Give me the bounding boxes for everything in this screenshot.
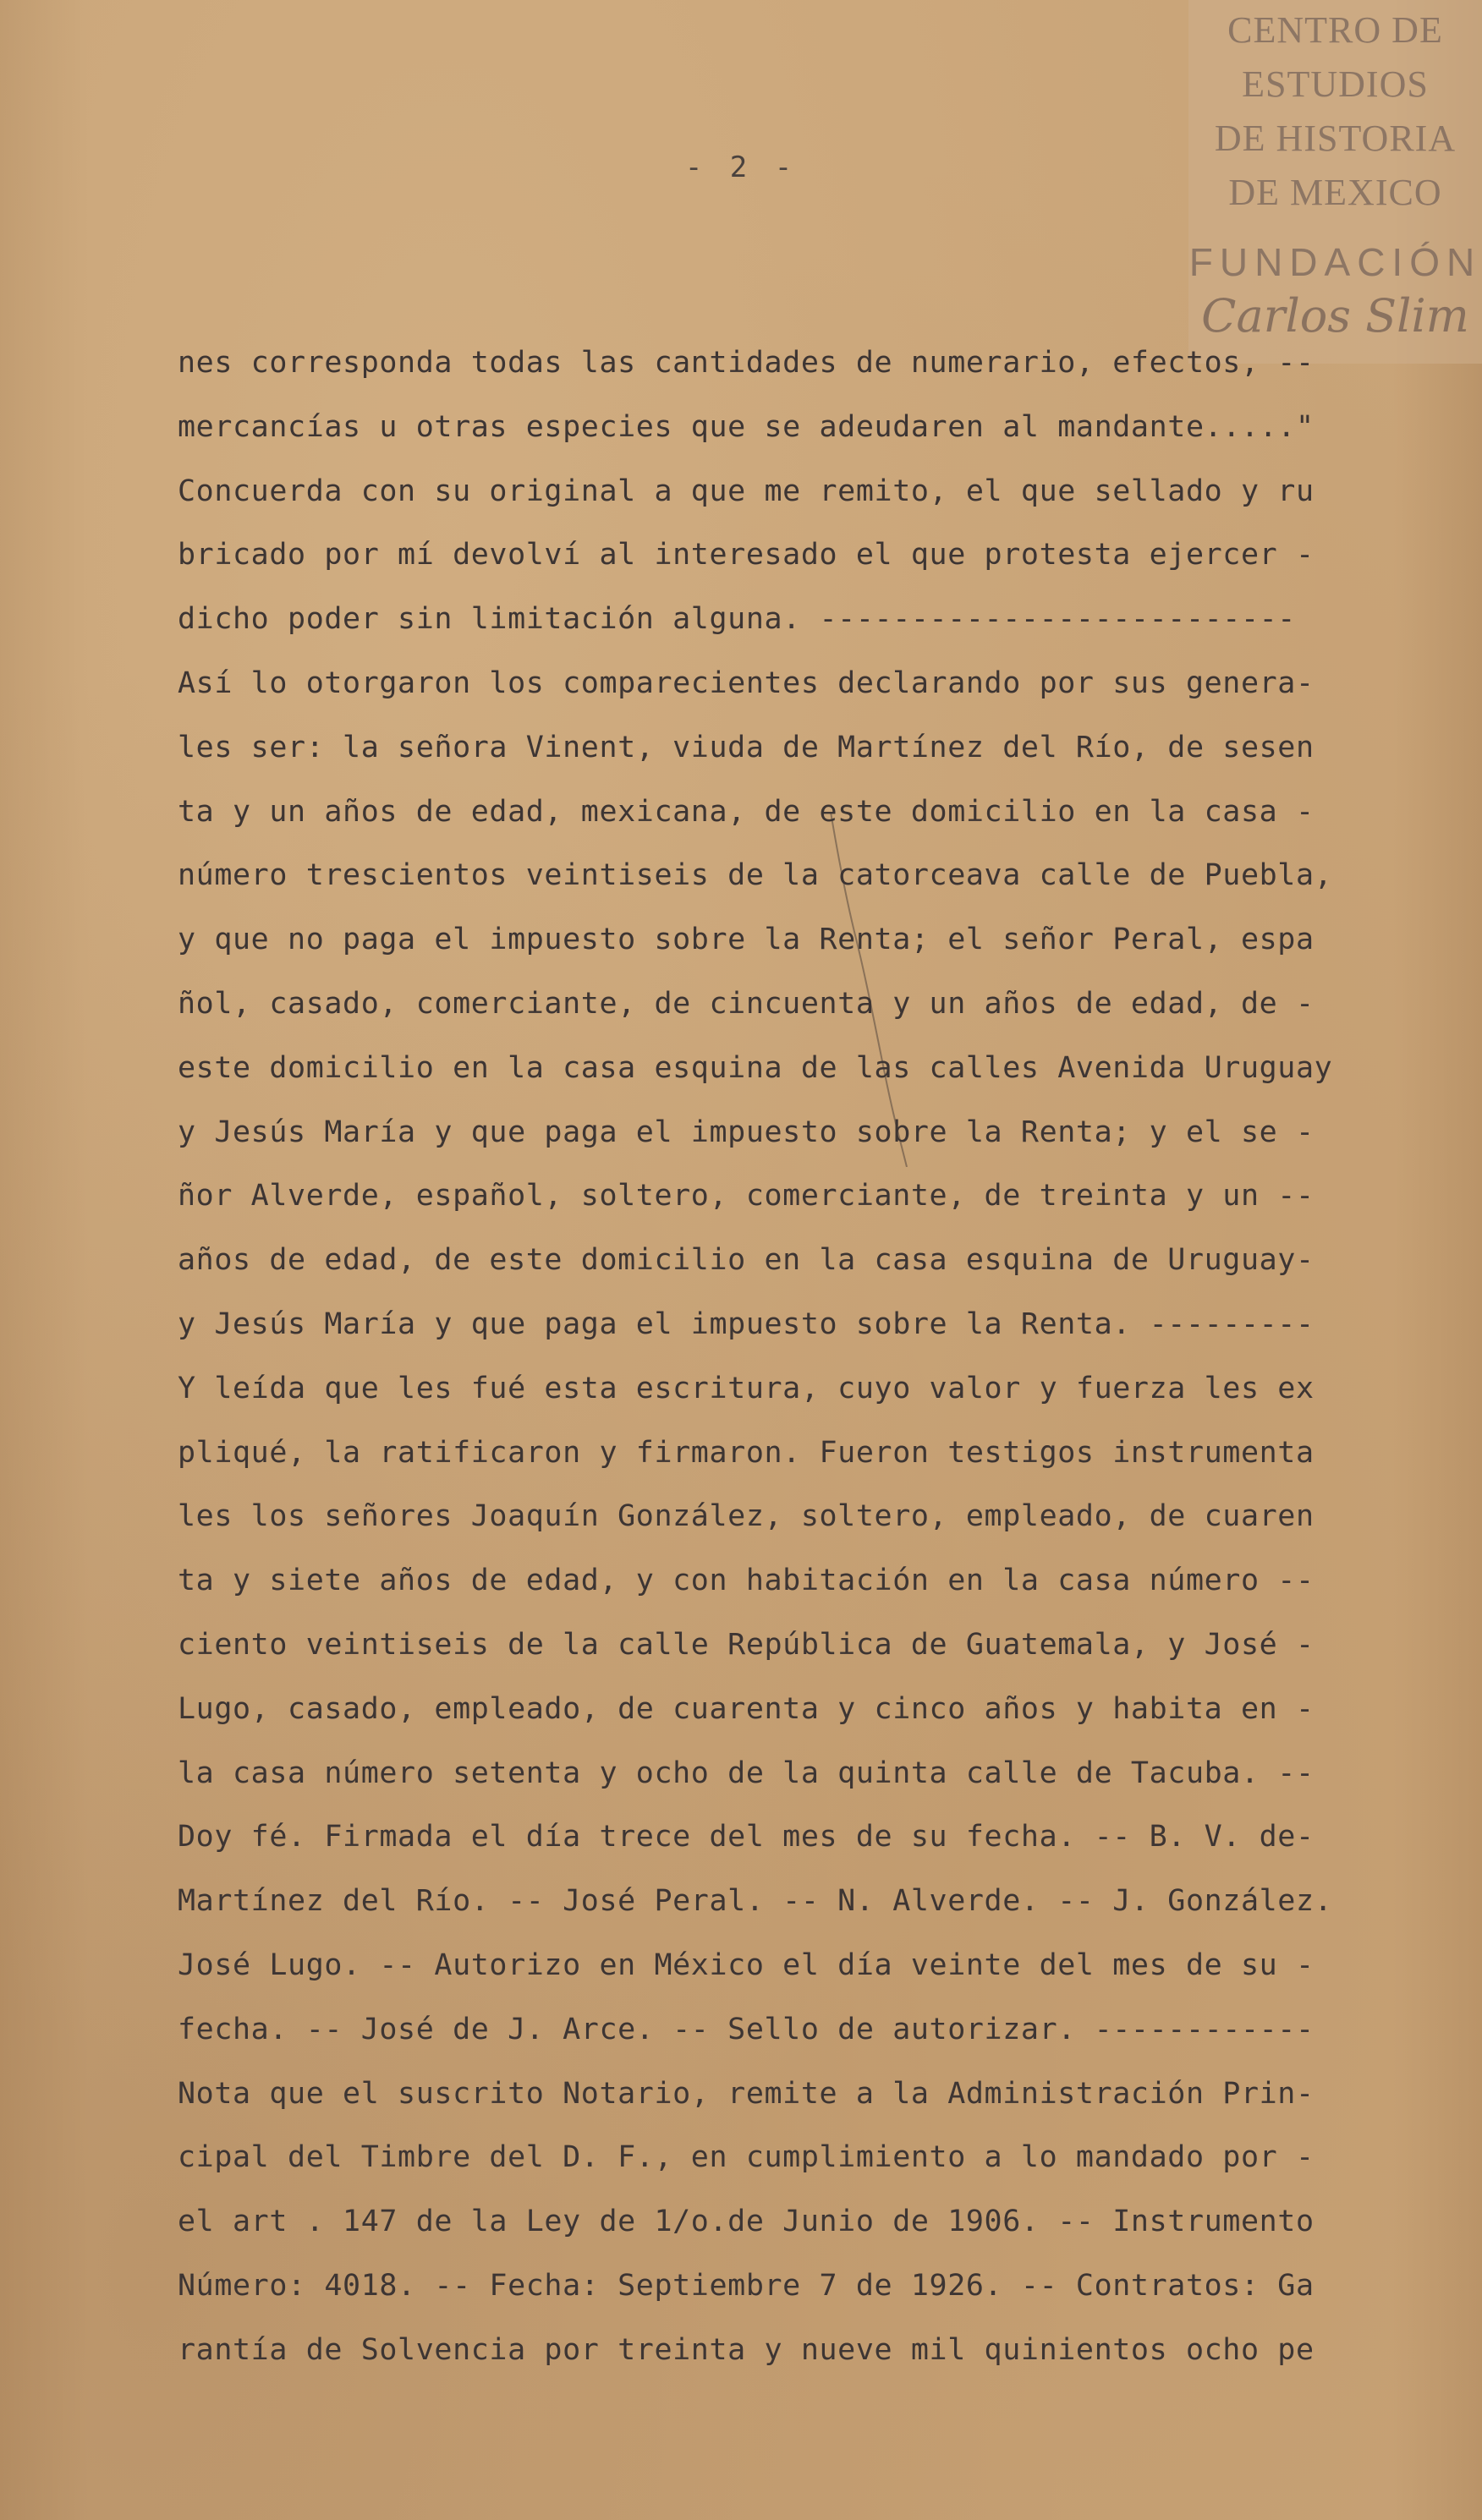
document-body bbox=[178, 331, 1387, 2383]
text-line: les ser: la señora Vinent, viuda de Martínez del Río, de sesen bbox=[178, 730, 1315, 764]
text-line: pliqué, la ratificaron y firmaron. Fueron testigos instrumenta bbox=[178, 1435, 1315, 1470]
text-line: y Jesús María y que paga el impuesto sobre la Renta; y el se - bbox=[178, 1115, 1315, 1149]
text-line: el art . 147 de la Ley de 1/o.de Junio de 1906. -- Instrumento bbox=[178, 2205, 1315, 2239]
watermark-signature: Carlos Slim bbox=[1201, 289, 1469, 342]
text-line: este domicilio en la casa esquina de las calles Avenida Uruguay bbox=[178, 1050, 1333, 1085]
text-line: Lugo, casado, empleado, de cuarenta y cinco años y habita en - bbox=[178, 1691, 1315, 1726]
watermark-foundation: FUNDACIÓN bbox=[1188, 240, 1482, 284]
archive-watermark bbox=[1188, 0, 1482, 364]
text-line: y Jesús María y que paga el impuesto sobre la Renta. --------- bbox=[178, 1307, 1315, 1341]
text-line: rantía de Solvencia por treinta y nueve mil quinientos ocho pe bbox=[178, 2332, 1315, 2367]
text-line: Doy fé. Firmada el día trece del mes de su fecha. -- B. V. de- bbox=[178, 1820, 1315, 1854]
text-line: nes corresponda todas las cantidades de numerario, efectos, -- bbox=[178, 346, 1315, 380]
watermark-line: DE MEXICO bbox=[1228, 172, 1442, 213]
text-line: bricado por mí devolví al interesado el que protesta ejercer - bbox=[178, 538, 1315, 572]
text-line: les los señores Joaquín González, soltero, empleado, de cuaren bbox=[178, 1499, 1315, 1534]
text-line: ciento veintiseis de la calle República de Guatemala, y José - bbox=[178, 1627, 1315, 1662]
text-line: y que no paga el impuesto sobre la Renta; el señor Peral, espa bbox=[178, 923, 1315, 957]
text-line: ñor Alverde, español, soltero, comerciante, de treinta y un -- bbox=[178, 1179, 1315, 1213]
watermark-line: DE HISTORIA bbox=[1214, 118, 1457, 159]
text-line: años de edad, de este domicilio en la casa esquina de Uruguay- bbox=[178, 1243, 1315, 1278]
text-line: número trescientos veintiseis de la catorceava calle de Puebla, bbox=[178, 858, 1333, 893]
text-line: ta y siete años de edad, y con habitación en la casa número -- bbox=[178, 1564, 1315, 1598]
text-line: ta y un años de edad, mexicana, de este domicilio en la casa - bbox=[178, 794, 1315, 829]
text-line: mercancías u otras especies que se adeudaren al mandante....." bbox=[178, 409, 1315, 444]
text-line: Así lo otorgaron los comparecientes declarando por sus genera- bbox=[178, 666, 1315, 700]
text-line: José Lugo. -- Autorizo en México el día veinte del mes de su - bbox=[178, 1948, 1315, 1982]
text-line: fecha. -- José de J. Arce. -- Sello de autorizar. ------------ bbox=[178, 2012, 1315, 2046]
text-line: Nota que el suscrito Notario, remite a la Administración Prin- bbox=[178, 2076, 1315, 2111]
watermark-line: ESTUDIOS bbox=[1242, 63, 1429, 105]
text-line: Y leída que les fué esta escritura, cuyo valor y fuerza les ex bbox=[178, 1371, 1315, 1405]
page-number: - 2 - bbox=[684, 151, 798, 184]
watermark-line: CENTRO DE bbox=[1227, 9, 1443, 51]
text-line: Concuerda con su original a que me remito, el que sellado y ru bbox=[178, 474, 1315, 508]
text-line: la casa número setenta y ocho de la quinta calle de Tacuba. -- bbox=[178, 1756, 1315, 1790]
text-line: cipal del Timbre del D. F., en cumplimiento a lo mandado por - bbox=[178, 2140, 1315, 2175]
text-line: dicho poder sin limitación alguna. -------------------------- bbox=[178, 602, 1296, 637]
text-line: Número: 4018. -- Fecha: Septiembre 7 de 1926. -- Contratos: Ga bbox=[178, 2268, 1315, 2303]
text-line: ñol, casado, comerciante, de cincuenta y un años de edad, de - bbox=[178, 986, 1315, 1021]
text-line: Martínez del Río. -- José Peral. -- N. Alverde. -- J. González. bbox=[178, 1884, 1333, 1919]
